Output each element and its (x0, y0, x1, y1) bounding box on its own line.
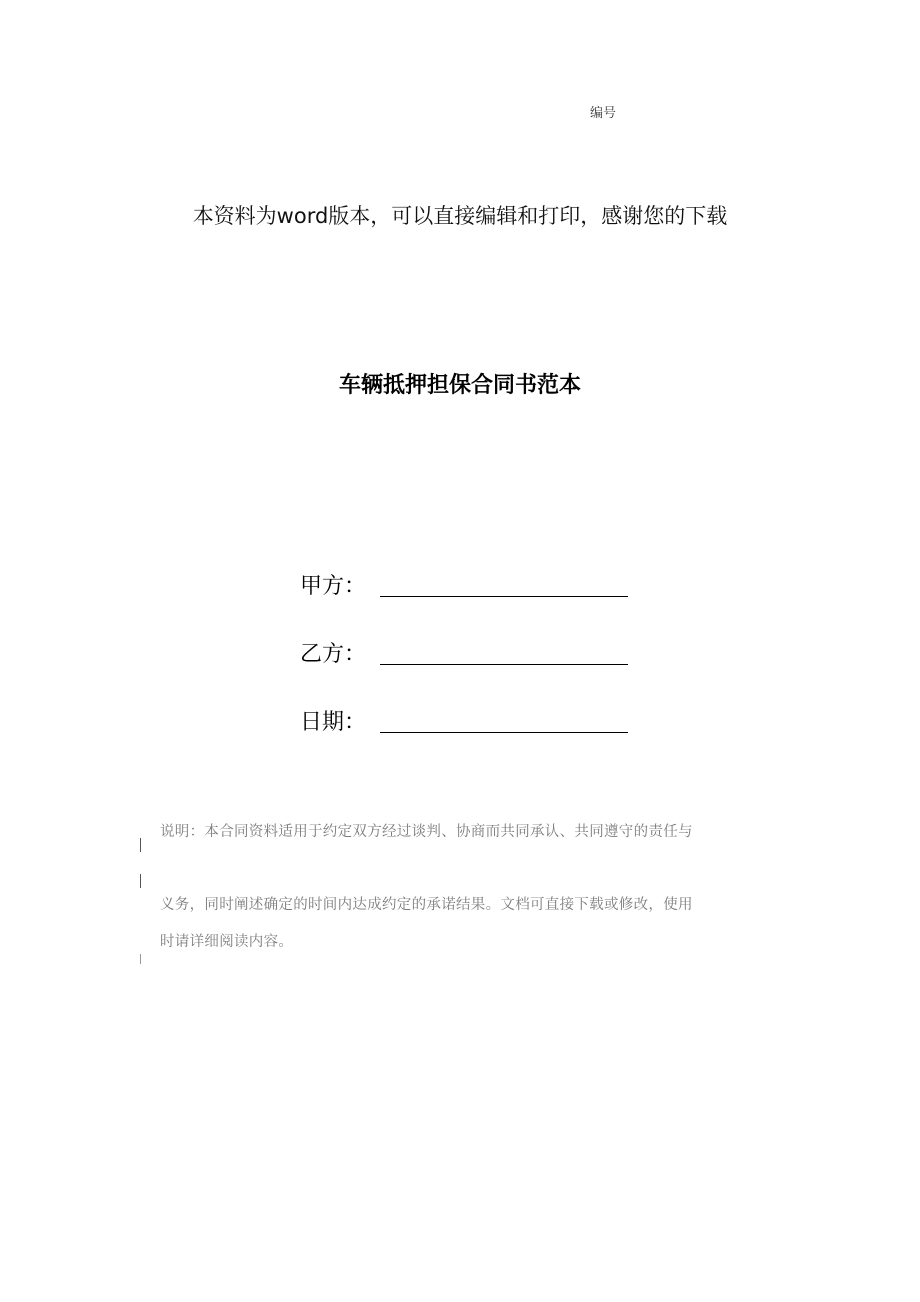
party-a-blank[interactable] (380, 570, 628, 597)
date-blank[interactable] (380, 706, 628, 733)
party-b-label: 乙方： (300, 642, 367, 667)
date-label: 日期： (300, 710, 367, 735)
party-a-row (300, 568, 628, 600)
party-a-label: 甲方： (300, 574, 367, 599)
description-line-3: 时请详细阅读内容。 (160, 934, 294, 950)
date-row (300, 704, 628, 736)
description-line-2: 义务，同时阐述确定的时间内达成约定的承诺结果。文档可直接下载或修改，使用 (160, 897, 693, 913)
download-notice: 本资料为word版本，可以直接编辑和打印，感谢您的下载 (192, 204, 728, 228)
margin-marker (140, 874, 141, 888)
page-title: 车辆抵押担保合同书范本 (338, 373, 581, 398)
party-b-blank[interactable] (380, 638, 628, 665)
description-line-1: 说明：本合同资料适用于约定双方经过谈判、协商而共同承认、共同遵守的责任与 (160, 824, 693, 840)
margin-marker (140, 954, 141, 964)
serial-number-label: 编号 (590, 106, 617, 121)
party-b-row (300, 636, 628, 668)
margin-marker (140, 838, 141, 852)
